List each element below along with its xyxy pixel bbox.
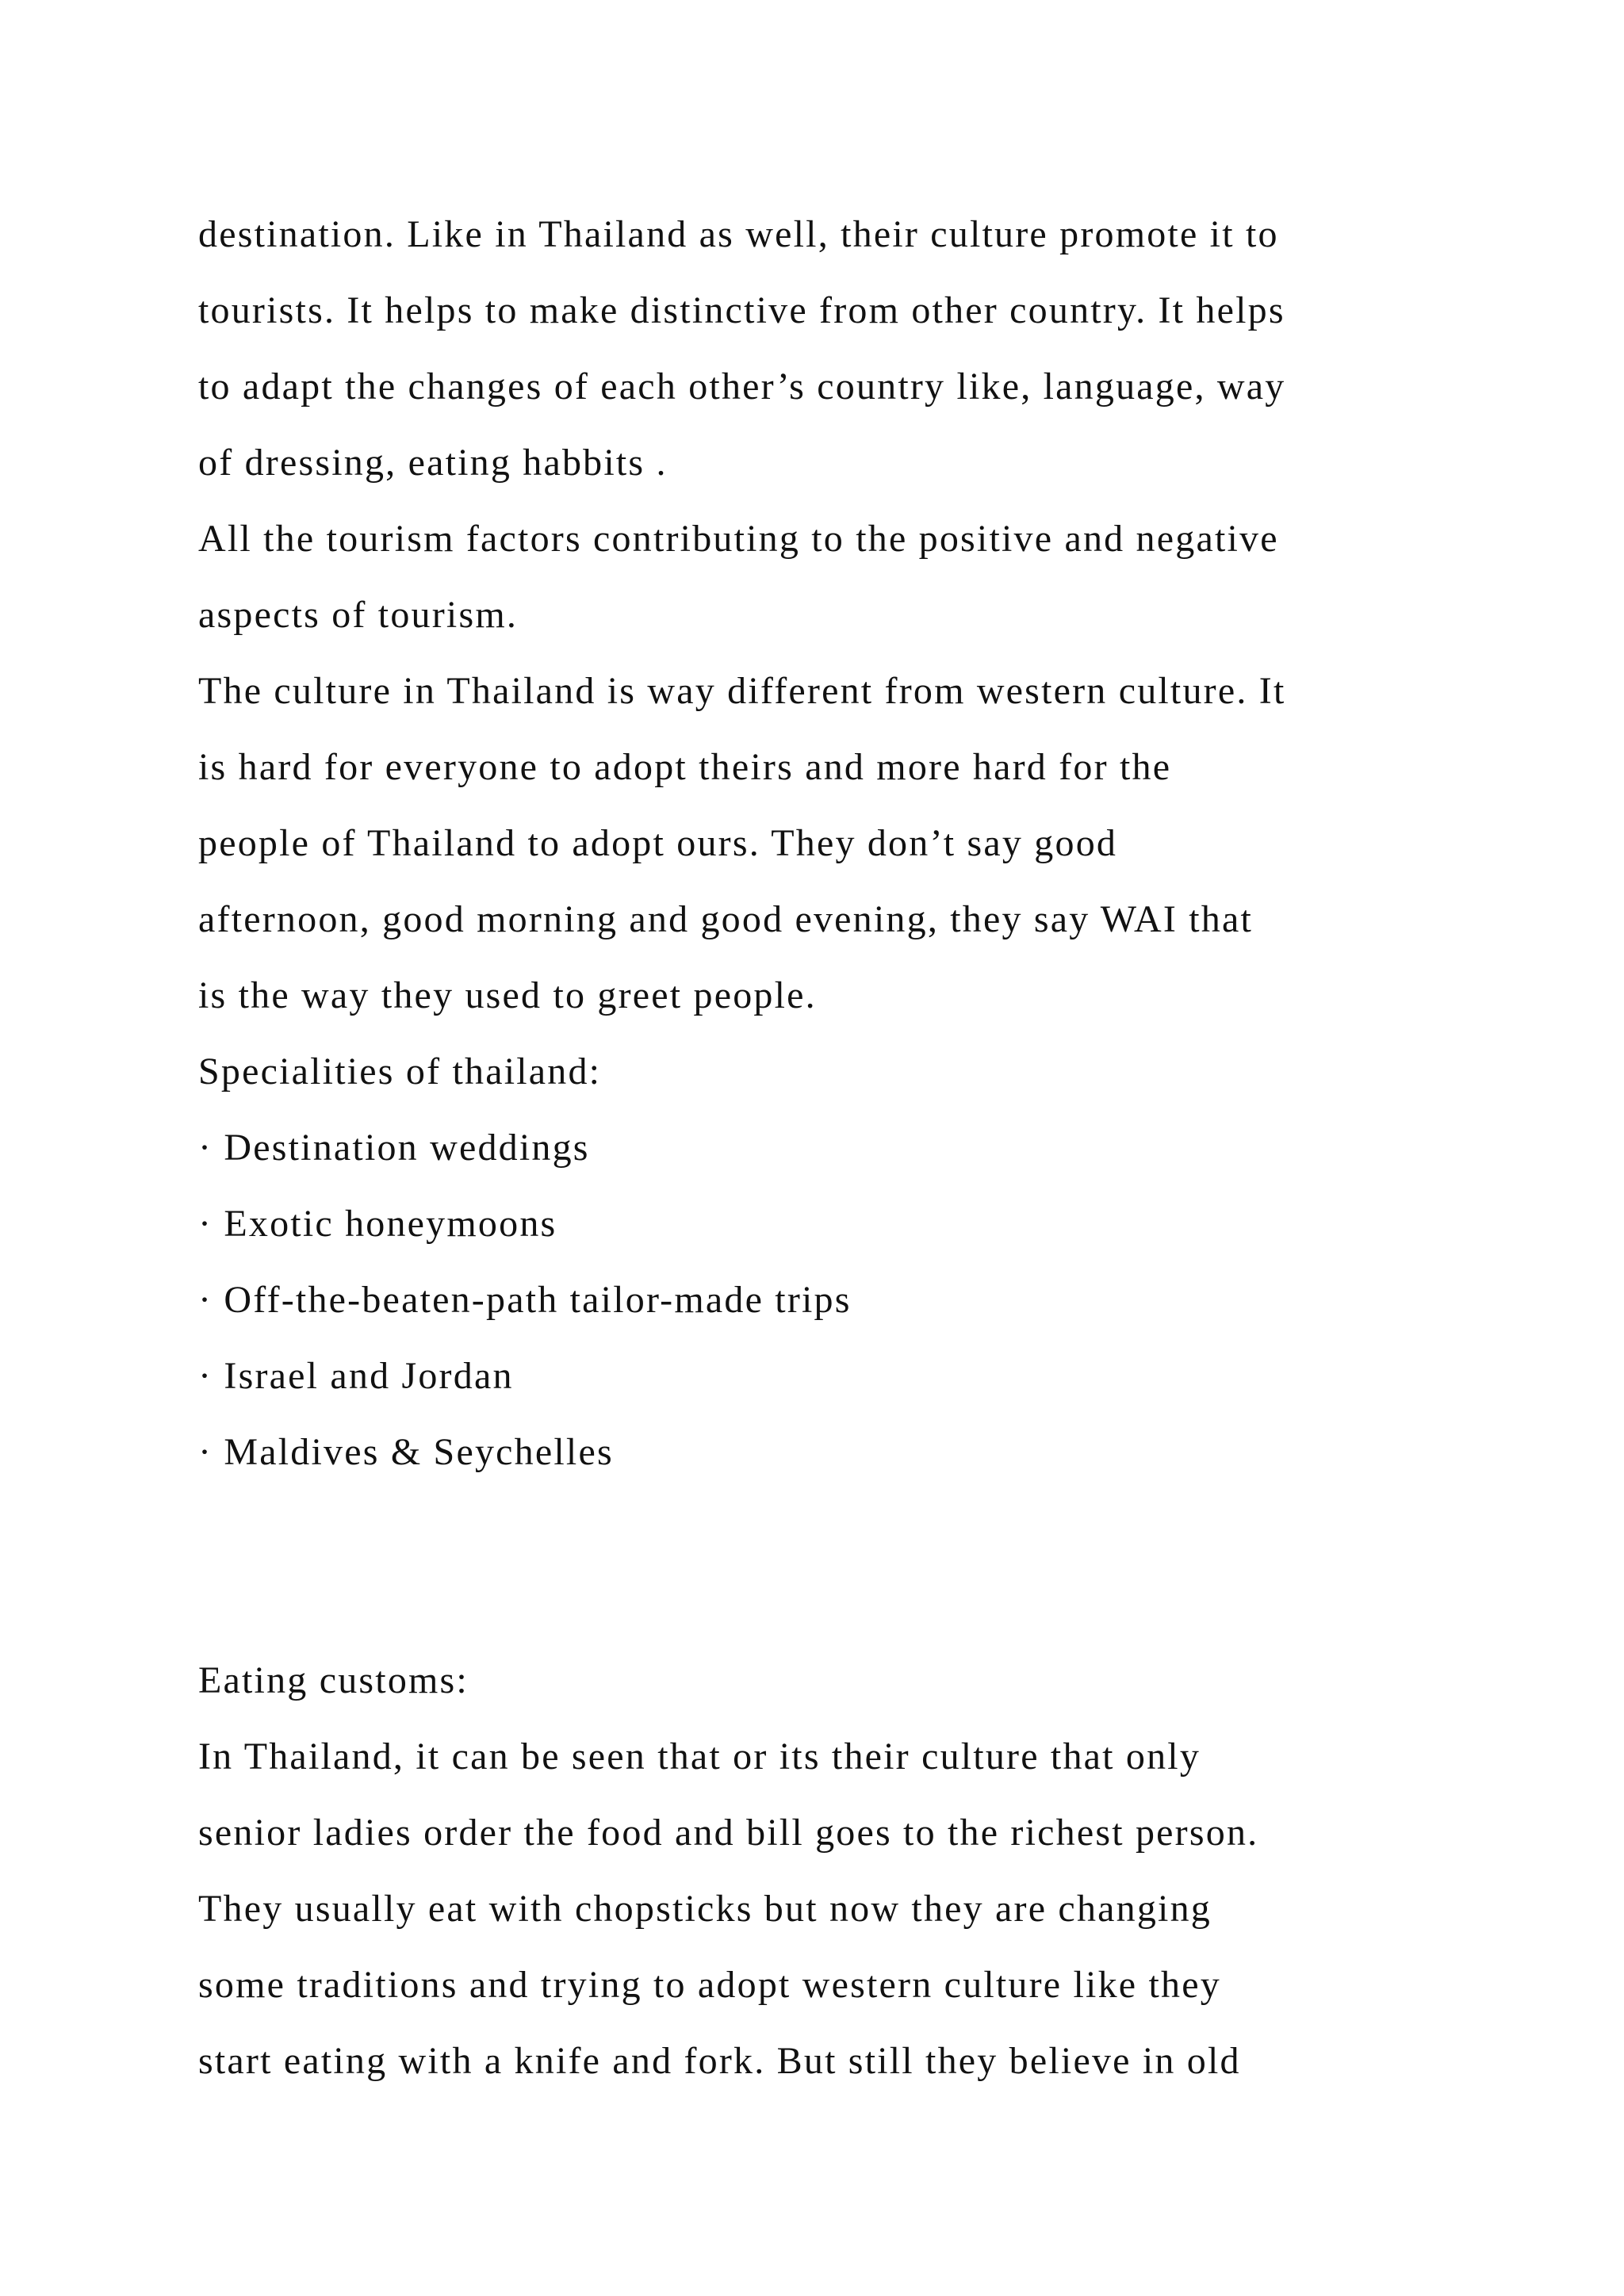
text-line: to adapt the changes of each other’s country like, language, way <box>198 365 1286 408</box>
document-body <box>198 197 1467 2099</box>
text-line: people of Thailand to adopt ours. They don’t say good <box>198 822 1118 864</box>
text-line: The culture in Thailand is way different from western culture. It <box>198 670 1286 712</box>
text-line: aspects of tourism. <box>198 594 519 636</box>
specialities-section <box>198 1034 1467 1490</box>
section-spacer <box>198 1490 1467 1643</box>
list-item: · Off-the-beaten-path tailor-made trips <box>198 1279 852 1321</box>
text-line: In Thailand, it can be seen that or its their culture that only <box>198 1735 1201 1777</box>
list-item: · Israel and Jordan <box>198 1355 514 1397</box>
paragraph-tourism-factors <box>198 501 1467 653</box>
eating-customs-section <box>198 1643 1467 2099</box>
list-item: · Destination weddings <box>198 1127 590 1169</box>
list-item: · Maldives & Seychelles <box>198 1431 614 1473</box>
paragraph-culture <box>198 653 1467 1034</box>
text-line: of dressing, eating habbits . <box>198 442 668 484</box>
text-line: afternoon, good morning and good evening, they say WAI that <box>198 898 1253 940</box>
eating-customs-heading: Eating customs: <box>198 1659 469 1701</box>
text-line: They usually eat with chopsticks but now they are changing <box>198 1888 1212 1930</box>
paragraph-destination <box>198 197 1467 501</box>
text-line: is the way they used to greet people. <box>198 974 817 1016</box>
text-line: All the tourism factors contributing to the positive and negative <box>198 518 1279 560</box>
text-line: start eating with a knife and fork. But still they believe in old <box>198 2040 1241 2082</box>
specialities-heading: Specialities of thailand: <box>198 1050 602 1093</box>
text-line: is hard for everyone to adopt theirs and more hard for the <box>198 746 1172 788</box>
text-line: destination. Like in Thailand as well, their culture promote it to <box>198 213 1279 255</box>
text-line: senior ladies order the food and bill goes to the richest person. <box>198 1812 1259 1854</box>
text-line: tourists. It helps to make distinctive from other country. It helps <box>198 289 1285 331</box>
text-line: some traditions and trying to adopt western culture like they <box>198 1964 1221 2006</box>
list-item: · Exotic honeymoons <box>198 1203 557 1245</box>
